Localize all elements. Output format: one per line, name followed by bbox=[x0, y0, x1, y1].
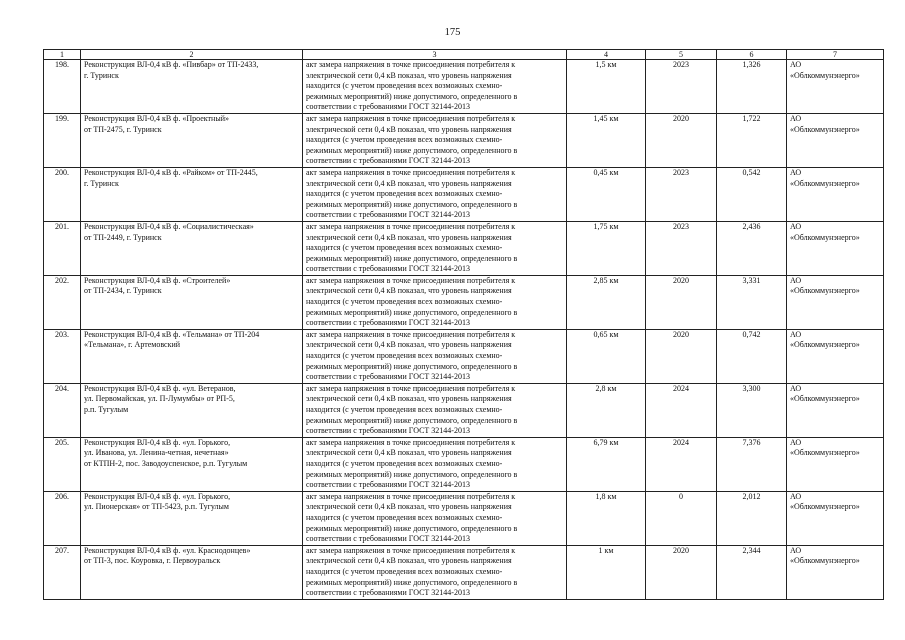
value-cell: 1,722 bbox=[717, 113, 787, 167]
organization-line: «Облкоммунэнерго» bbox=[790, 178, 860, 188]
reason-line: акт замера напряжения в точке присоединения потребителя к bbox=[306, 437, 516, 447]
reason-line: соответствии с требованиями ГОСТ 32144-2013 bbox=[306, 588, 470, 598]
column-header-6: 6 bbox=[717, 50, 787, 60]
object-name-cell bbox=[81, 329, 303, 383]
object-name-line: от ТП-2449, г. Туринск bbox=[84, 232, 162, 242]
object-name-line: ул. Иванова, ул. Ленина-четная, нечетная» bbox=[84, 448, 229, 458]
reason-cell bbox=[303, 491, 567, 545]
reason-cell bbox=[303, 113, 567, 167]
reason-line: режимных мероприятий) ниже допустимого, определенного в bbox=[306, 199, 518, 209]
reason-cell bbox=[303, 275, 567, 329]
organization-line: «Облкоммунэнерго» bbox=[790, 286, 860, 296]
reason-line: находится (с учетом проведения всех возможных схемно- bbox=[306, 458, 503, 468]
reason-line: электрической сети 0,4 кВ показал, что уровень напряжения bbox=[306, 232, 512, 242]
organization-line: АО bbox=[790, 329, 802, 339]
length-cell: 1,5 км bbox=[567, 60, 646, 114]
reason-line: режимных мероприятий) ниже допустимого, определенного в bbox=[306, 307, 518, 317]
reason-line: электрической сети 0,4 кВ показал, что уровень напряжения bbox=[306, 340, 512, 350]
row-number-cell: 200. bbox=[44, 167, 81, 221]
reason-line: режимных мероприятий) ниже допустимого, определенного в bbox=[306, 361, 518, 371]
organization-cell bbox=[787, 329, 884, 383]
reason-line: соответствии с требованиями ГОСТ 32144-2013 bbox=[306, 372, 470, 382]
reason-line: акт замера напряжения в точке присоединения потребителя к bbox=[306, 329, 516, 339]
reason-line: режимных мероприятий) ниже допустимого, определенного в bbox=[306, 577, 518, 587]
reason-line: соответствии с требованиями ГОСТ 32144-2013 bbox=[306, 480, 470, 490]
reason-line: соответствии с требованиями ГОСТ 32144-2013 bbox=[306, 102, 470, 112]
value-cell: 0,542 bbox=[717, 167, 787, 221]
year-cell: 2024 bbox=[646, 437, 717, 491]
reason-cell bbox=[303, 329, 567, 383]
row-number-cell: 206. bbox=[44, 491, 81, 545]
reason-line: акт замера напряжения в точке присоединения потребителя к bbox=[306, 60, 516, 69]
organization-line: «Облкоммунэнерго» bbox=[790, 502, 860, 512]
value-cell: 0,742 bbox=[717, 329, 787, 383]
reason-line: находится (с учетом проведения всех возможных схемно- bbox=[306, 189, 503, 199]
table-body bbox=[44, 60, 884, 600]
reason-line: находится (с учетом проведения всех возможных схемно- bbox=[306, 243, 503, 253]
object-name-line: ул. Пионерская» от ТП-5423, р.п. Тугулым bbox=[84, 502, 229, 512]
object-name-cell bbox=[81, 275, 303, 329]
year-cell: 2023 bbox=[646, 167, 717, 221]
length-cell: 2,85 км bbox=[567, 275, 646, 329]
reason-line: акт замера напряжения в точке присоединения потребителя к bbox=[306, 545, 516, 555]
year-cell: 2020 bbox=[646, 113, 717, 167]
row-number-cell: 201. bbox=[44, 221, 81, 275]
object-name-line: р.п. Тугулым bbox=[84, 405, 129, 414]
reason-line: электрической сети 0,4 кВ показал, что уровень напряжения bbox=[306, 124, 512, 134]
table-row bbox=[44, 491, 884, 545]
object-name-line: Реконструкция ВЛ-0,4 кВ ф. «Социалистическая» bbox=[84, 221, 254, 231]
reason-line: акт замера напряжения в точке присоединения потребителя к bbox=[306, 383, 516, 393]
organization-cell bbox=[787, 113, 884, 167]
object-name-line: Реконструкция ВЛ-0,4 кВ ф. «Строителей» bbox=[84, 275, 231, 285]
reason-line: электрической сети 0,4 кВ показал, что уровень напряжения bbox=[306, 178, 512, 188]
column-header-1: 1 bbox=[44, 50, 81, 60]
reason-line: режимных мероприятий) ниже допустимого, определенного в bbox=[306, 253, 518, 263]
organization-cell bbox=[787, 383, 884, 437]
page-number: 175 bbox=[444, 27, 461, 38]
organization-line: «Облкоммунэнерго» bbox=[790, 394, 860, 404]
length-cell: 2,8 км bbox=[567, 383, 646, 437]
table-row bbox=[44, 60, 884, 114]
object-name-line: Реконструкция ВЛ-0,4 кВ ф. «Пивбар» от ТП-2433, bbox=[84, 60, 259, 69]
year-cell: 2024 bbox=[646, 383, 717, 437]
table-row bbox=[44, 221, 884, 275]
object-name-line: Реконструкция ВЛ-0,4 кВ ф. «Тельмана» от ТП-204 bbox=[84, 329, 260, 339]
year-cell: 2020 bbox=[646, 329, 717, 383]
organization-cell bbox=[787, 275, 884, 329]
organization-line: АО bbox=[790, 437, 802, 447]
reason-line: находится (с учетом проведения всех возможных схемно- bbox=[306, 351, 503, 361]
reason-line: соответствии с требованиями ГОСТ 32144-2013 bbox=[306, 264, 470, 274]
value-cell: 2,436 bbox=[717, 221, 787, 275]
table-row bbox=[44, 329, 884, 383]
value-cell: 2,012 bbox=[717, 491, 787, 545]
reason-cell bbox=[303, 60, 567, 114]
length-cell: 1 км bbox=[567, 545, 646, 599]
length-cell: 0,45 км bbox=[567, 167, 646, 221]
year-cell: 2023 bbox=[646, 221, 717, 275]
organization-line: АО bbox=[790, 383, 802, 393]
organization-line: АО bbox=[790, 545, 802, 555]
length-cell: 1,45 км bbox=[567, 113, 646, 167]
reason-cell bbox=[303, 221, 567, 275]
reason-line: электрической сети 0,4 кВ показал, что уровень напряжения bbox=[306, 448, 512, 458]
reason-line: режимных мероприятий) ниже допустимого, определенного в bbox=[306, 91, 518, 101]
length-cell: 1,75 км bbox=[567, 221, 646, 275]
length-cell: 6,79 км bbox=[567, 437, 646, 491]
reason-cell bbox=[303, 545, 567, 599]
row-number-cell: 204. bbox=[44, 383, 81, 437]
value-cell: 3,331 bbox=[717, 275, 787, 329]
document-table bbox=[43, 49, 884, 600]
column-header-4: 4 bbox=[567, 50, 646, 60]
organization-line: АО bbox=[790, 113, 802, 123]
object-name-line: от ТП-3, пос. Коуровка, г. Первоуральск bbox=[84, 556, 221, 566]
reason-line: электрической сети 0,4 кВ показал, что уровень напряжения bbox=[306, 286, 512, 296]
table-row bbox=[44, 113, 884, 167]
reason-line: электрической сети 0,4 кВ показал, что уровень напряжения bbox=[306, 502, 512, 512]
object-name-cell bbox=[81, 113, 303, 167]
object-name-cell bbox=[81, 437, 303, 491]
object-name-line: от ТП-2475, г. Туринск bbox=[84, 124, 162, 134]
reason-line: электрической сети 0,4 кВ показал, что уровень напряжения bbox=[306, 556, 512, 566]
reason-line: соответствии с требованиями ГОСТ 32144-2013 bbox=[306, 426, 470, 436]
value-cell: 7,376 bbox=[717, 437, 787, 491]
organization-cell bbox=[787, 60, 884, 114]
object-name-line: Реконструкция ВЛ-0,4 кВ ф. «Проектный» bbox=[84, 113, 229, 123]
reason-line: акт замера напряжения в точке присоединения потребителя к bbox=[306, 113, 516, 123]
reason-line: соответствии с требованиями ГОСТ 32144-2013 bbox=[306, 210, 470, 220]
organization-cell bbox=[787, 437, 884, 491]
object-name-cell bbox=[81, 545, 303, 599]
reason-line: акт замера напряжения в точке присоединения потребителя к bbox=[306, 491, 516, 501]
organization-line: АО bbox=[790, 275, 802, 285]
table-row bbox=[44, 383, 884, 437]
value-cell: 3,300 bbox=[717, 383, 787, 437]
reason-line: находится (с учетом проведения всех возможных схемно- bbox=[306, 81, 503, 91]
object-name-line: Реконструкция ВЛ-0,4 кВ ф. «Райком» от ТП-2445, bbox=[84, 167, 258, 177]
reason-line: находится (с учетом проведения всех возможных схемно- bbox=[306, 405, 503, 414]
year-cell: 2023 bbox=[646, 60, 717, 114]
length-cell: 0,65 км bbox=[567, 329, 646, 383]
row-number-cell: 198. bbox=[44, 60, 81, 114]
object-name-line: Реконструкция ВЛ-0,4 кВ ф. «ул. Горького, bbox=[84, 437, 231, 447]
organization-cell bbox=[787, 221, 884, 275]
reason-cell bbox=[303, 383, 567, 437]
column-header-7: 7 bbox=[787, 50, 884, 60]
row-number-cell: 202. bbox=[44, 275, 81, 329]
row-number-cell: 207. bbox=[44, 545, 81, 599]
organization-cell bbox=[787, 167, 884, 221]
table-row bbox=[44, 437, 884, 491]
organization-line: «Облкоммунэнерго» bbox=[790, 232, 860, 242]
reason-cell bbox=[303, 167, 567, 221]
row-number-cell: 199. bbox=[44, 113, 81, 167]
reason-line: соответствии с требованиями ГОСТ 32144-2013 bbox=[306, 318, 470, 328]
column-header-2: 2 bbox=[81, 50, 303, 60]
organization-line: АО bbox=[790, 167, 802, 177]
organization-cell bbox=[787, 491, 884, 545]
object-name-line: Реконструкция ВЛ-0,4 кВ ф. «ул. Горького, bbox=[84, 491, 231, 501]
value-cell: 1,326 bbox=[717, 60, 787, 114]
organization-line: АО bbox=[790, 221, 802, 231]
reason-line: находится (с учетом проведения всех возможных схемно- bbox=[306, 297, 503, 307]
organization-line: «Облкоммунэнерго» bbox=[790, 448, 860, 458]
object-name-cell bbox=[81, 491, 303, 545]
table-row bbox=[44, 167, 884, 221]
reason-line: находится (с учетом проведения всех возможных схемно- bbox=[306, 566, 503, 576]
table-row bbox=[44, 545, 884, 599]
object-name-line: Реконструкция ВЛ-0,4 кВ ф. «ул. Краснодонцев» bbox=[84, 545, 251, 555]
column-header-3: 3 bbox=[303, 50, 567, 60]
organization-cell bbox=[787, 545, 884, 599]
row-number-cell: 203. bbox=[44, 329, 81, 383]
object-name-line: ул. Первомайская, ул. П-Лумумбы» от РП-5, bbox=[84, 394, 235, 404]
length-cell: 1,8 км bbox=[567, 491, 646, 545]
reason-line: акт замера напряжения в точке присоединения потребителя к bbox=[306, 275, 516, 285]
reason-cell bbox=[303, 437, 567, 491]
organization-line: «Облкоммунэнерго» bbox=[790, 124, 860, 134]
reason-line: режимных мероприятий) ниже допустимого, определенного в bbox=[306, 145, 518, 155]
year-cell: 2020 bbox=[646, 275, 717, 329]
reason-line: электрической сети 0,4 кВ показал, что уровень напряжения bbox=[306, 70, 512, 80]
object-name-cell bbox=[81, 60, 303, 114]
column-number-row bbox=[44, 50, 884, 60]
reason-line: режимных мероприятий) ниже допустимого, определенного в bbox=[306, 469, 518, 479]
organization-line: АО bbox=[790, 60, 802, 69]
object-name-cell bbox=[81, 221, 303, 275]
value-cell: 2,344 bbox=[717, 545, 787, 599]
reason-line: соответствии с требованиями ГОСТ 32144-2013 bbox=[306, 156, 470, 166]
organization-line: «Облкоммунэнерго» bbox=[790, 340, 860, 350]
object-name-line: Реконструкция ВЛ-0,4 кВ ф. «ул. Ветеранов, bbox=[84, 383, 236, 393]
organization-line: АО bbox=[790, 491, 802, 501]
object-name-line: г. Туринск bbox=[84, 70, 119, 80]
object-name-line: «Тельмана», г. Артемовский bbox=[84, 340, 181, 350]
reason-line: режимных мероприятий) ниже допустимого, определенного в bbox=[306, 415, 518, 425]
reason-line: находится (с учетом проведения всех возможных схемно- bbox=[306, 512, 503, 522]
reason-line: акт замера напряжения в точке присоединения потребителя к bbox=[306, 167, 516, 177]
row-number-cell: 205. bbox=[44, 437, 81, 491]
object-name-line: от ТП-2434, г. Туринск bbox=[84, 286, 162, 296]
year-cell: 0 bbox=[646, 491, 717, 545]
object-name-line: от КТПН-2, пос. Заводоуспенское, р.п. Тугулым bbox=[84, 458, 248, 468]
reason-line: соответствии с требованиями ГОСТ 32144-2013 bbox=[306, 534, 470, 544]
column-header-5: 5 bbox=[646, 50, 717, 60]
table-row bbox=[44, 275, 884, 329]
organization-line: «Облкоммунэнерго» bbox=[790, 556, 860, 566]
reason-line: находится (с учетом проведения всех возможных схемно- bbox=[306, 135, 503, 145]
organization-line: «Облкоммунэнерго» bbox=[790, 70, 860, 80]
object-name-line: г. Туринск bbox=[84, 178, 119, 188]
reason-line: акт замера напряжения в точке присоединения потребителя к bbox=[306, 221, 516, 231]
object-name-cell bbox=[81, 167, 303, 221]
reason-line: режимных мероприятий) ниже допустимого, определенного в bbox=[306, 523, 518, 533]
year-cell: 2020 bbox=[646, 545, 717, 599]
object-name-cell bbox=[81, 383, 303, 437]
reason-line: электрической сети 0,4 кВ показал, что уровень напряжения bbox=[306, 394, 512, 404]
